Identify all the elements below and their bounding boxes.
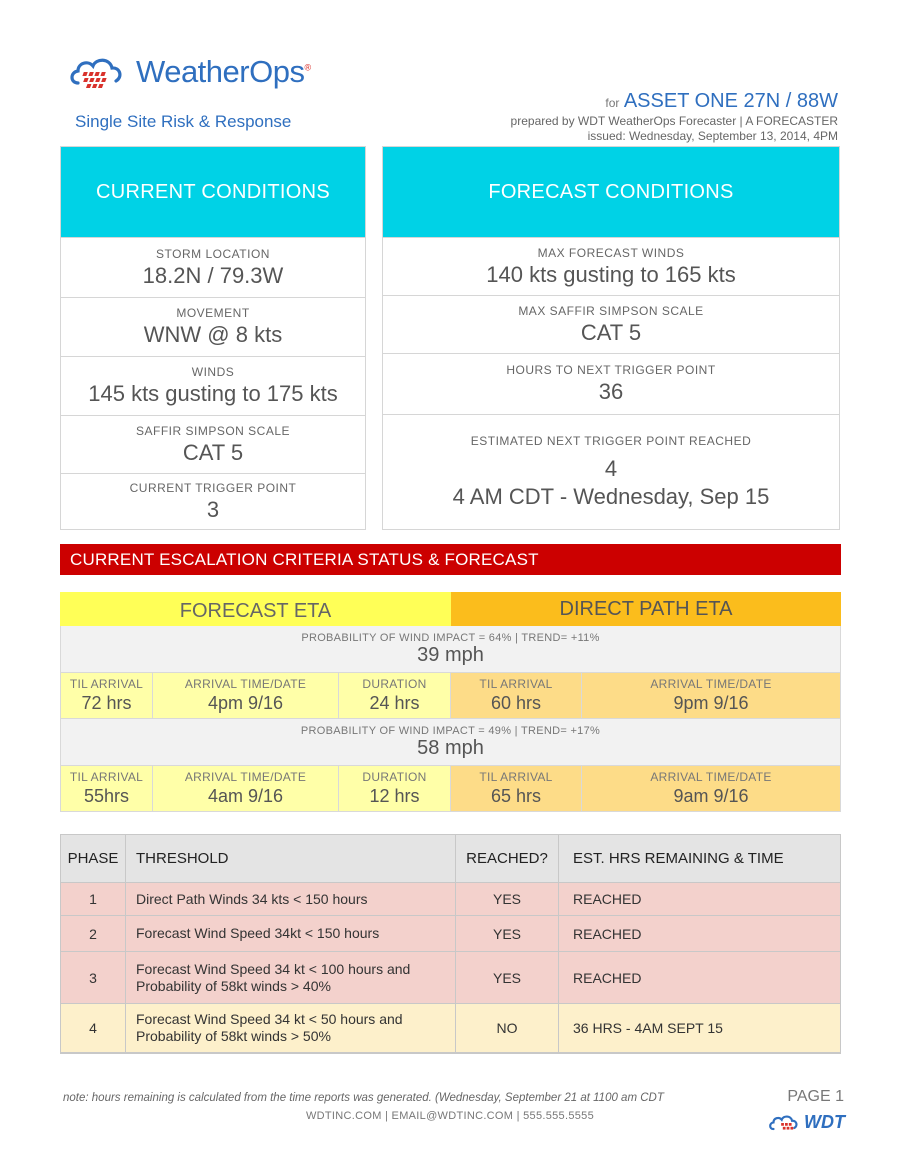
duration-cell: DURATION 24 hrs (339, 673, 451, 719)
table-row: 3 Forecast Wind Speed 34 kt < 100 hours and Probability of 58kt winds > 40% YES REACHED (61, 952, 840, 1004)
arrival-time-cell: ARRIVAL TIME/DATE 4pm 9/16 (153, 673, 339, 719)
movement-cell: MOVEMENT WNW @ 8 kts (61, 297, 365, 356)
duration-cell: DURATION 12 hrs (339, 766, 451, 812)
next-trigger-cell: ESTIMATED NEXT TRIGGER POINT REACHED 4 4 AM CDT - Wednesday, Sep 15 (383, 414, 839, 529)
eta-values-row (60, 766, 841, 812)
asset-line: for ASSET ONE 27N / 88W (605, 90, 838, 112)
arrival-time-cell: ARRIVAL TIME/DATE 4am 9/16 (153, 766, 339, 812)
table-row: 2 Forecast Wind Speed 34kt < 150 hours YES REACHED (61, 916, 840, 952)
forecast-eta-title: FORECAST ETA (60, 592, 451, 626)
cloud-logo-icon (68, 55, 130, 89)
current-conditions-card (60, 146, 366, 530)
hours-to-trigger-cell: HOURS TO NEXT TRIGGER POINT 36 (383, 353, 839, 414)
direct-path-eta-title: DIRECT PATH ETA (451, 592, 841, 626)
wind-probability-row: PROBABILITY OF WIND IMPACT = 49% | TREND= +17% 58 mph (60, 719, 841, 766)
eta-grid (60, 592, 841, 812)
table-row: 1 Direct Path Winds 34 kts < 150 hours YES REACHED (61, 883, 840, 916)
forecast-conditions-title: FORECAST CONDITIONS (383, 147, 839, 237)
prepared-by: prepared by WDT WeatherOps Forecaster | A FORECASTER (510, 114, 838, 128)
phase-table-header (61, 835, 840, 883)
max-forecast-winds-cell: MAX FORECAST WINDS 140 kts gusting to 165 kts (383, 237, 839, 295)
storm-location-cell: STORM LOCATION 18.2N / 79.3W (61, 237, 365, 297)
direct-arrival-time-cell: ARRIVAL TIME/DATE 9pm 9/16 (582, 673, 841, 719)
eta-header (60, 592, 841, 626)
escalation-banner: CURRENT ESCALATION CRITERIA STATUS & FORECAST (60, 544, 841, 575)
wind-probability-row: PROBABILITY OF WIND IMPACT = 64% | TREND= +11% 39 mph (60, 626, 841, 673)
cloud-logo-icon (768, 1113, 802, 1133)
eta-values-row (60, 673, 841, 719)
direct-til-arrival-cell: TIL ARRIVAL 60 hrs (451, 673, 582, 719)
current-conditions-title: CURRENT CONDITIONS (61, 147, 365, 237)
phase-table (60, 834, 841, 1054)
col-reached: REACHED? (456, 835, 559, 882)
table-row: 4 Forecast Wind Speed 34 kt < 50 hours and Probability of 58kt winds > 50% NO 36 HRS - 4AM SEPT 15 (61, 1004, 840, 1052)
direct-til-arrival-cell: TIL ARRIVAL 65 hrs (451, 766, 582, 812)
asset-name: ASSET ONE 27N / 88W (623, 90, 838, 112)
direct-arrival-time-cell: ARRIVAL TIME/DATE 9am 9/16 (582, 766, 841, 812)
report-subtitle: Single Site Risk & Response (75, 112, 292, 131)
til-arrival-cell: TIL ARRIVAL 55hrs (60, 766, 153, 812)
logo-text: WeatherOps® (136, 54, 311, 89)
col-threshold: THRESHOLD (126, 835, 456, 882)
footer-note: note: hours remaining is calculated from the time reports was generated. (Wednesday, September 21 at 1100 am CDT (63, 1092, 664, 1104)
weatherops-logo (68, 52, 311, 92)
footer-contact: WDTINC.COM | EMAIL@WDTINC.COM | 555.555.5555 (305, 1110, 595, 1122)
report-meta (511, 90, 838, 144)
forecast-conditions-card (382, 146, 840, 530)
til-arrival-cell: TIL ARRIVAL 72 hrs (60, 673, 153, 719)
saffir-simpson-cell: SAFFIR SIMPSON SCALE CAT 5 (61, 415, 365, 473)
issued-date: issued: Wednesday, September 13, 2014, 4PM (587, 129, 838, 143)
winds-cell: WINDS 145 kts gusting to 175 kts (61, 356, 365, 415)
wdt-logo (768, 1112, 845, 1133)
col-remaining: EST. HRS REMAINING & TIME (573, 850, 784, 867)
current-trigger-cell: CURRENT TRIGGER POINT 3 (61, 473, 365, 529)
col-phase: PHASE (61, 835, 126, 882)
wdt-logo-text: WDT (804, 1112, 845, 1132)
page-number: PAGE 1 (787, 1088, 844, 1105)
max-saffir-simpson-cell: MAX SAFFIR SIMPSON SCALE CAT 5 (383, 295, 839, 353)
